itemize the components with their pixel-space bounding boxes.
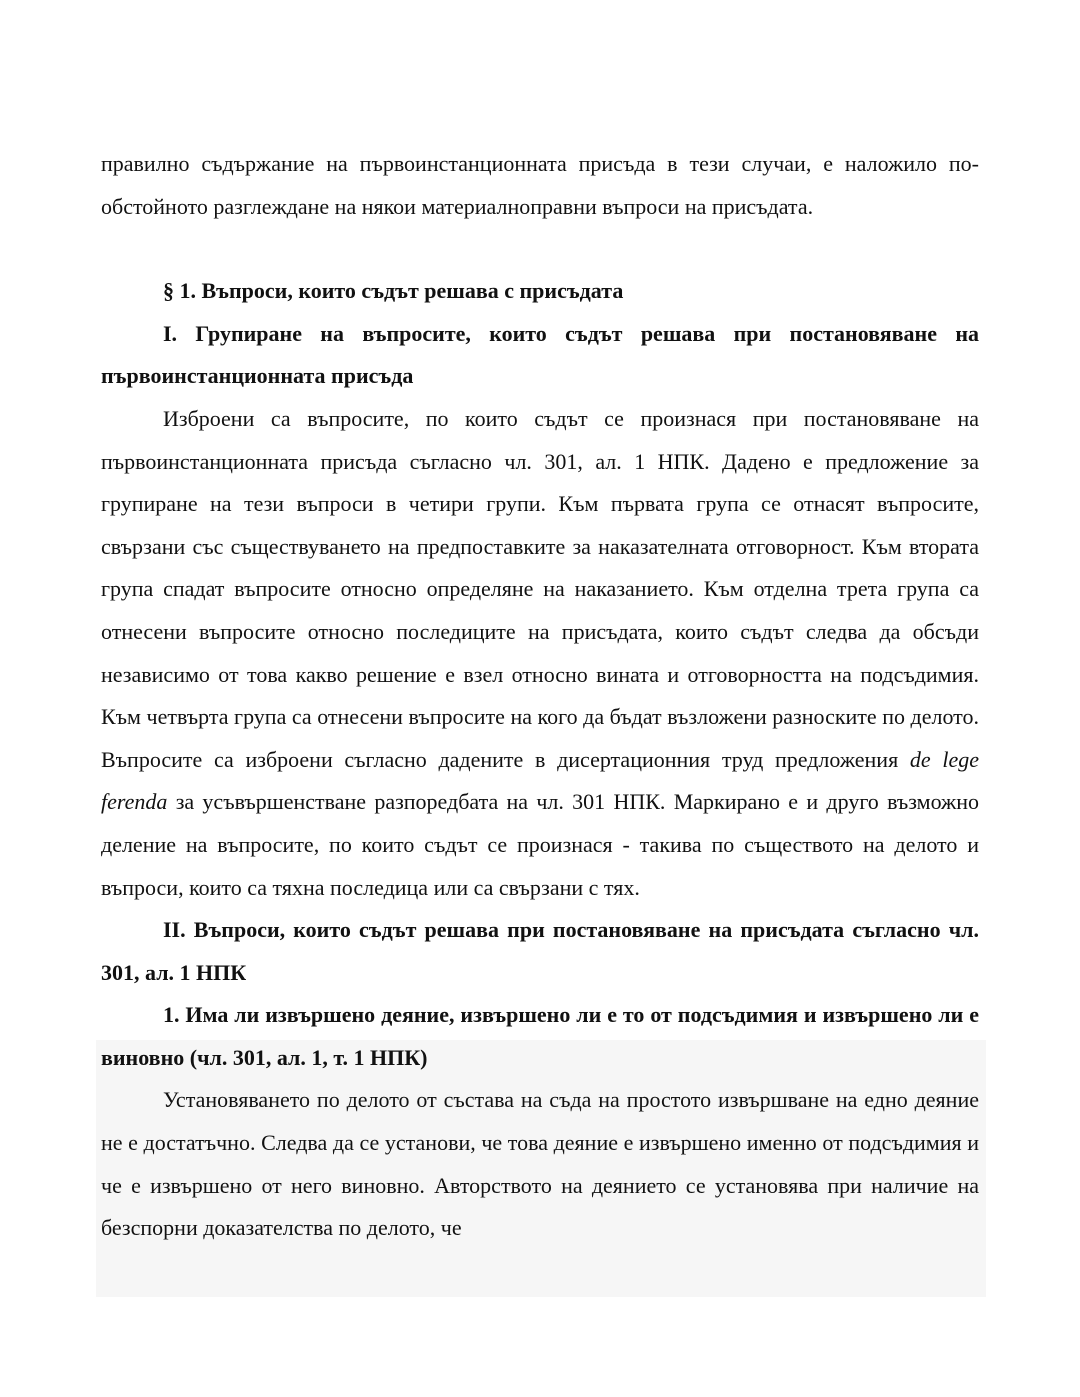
- body-paragraph-2: Установяването по делото от състава на съда на простото извършване на едно деяние не е достатъчно. Следва да се установи, че това деяние е извършено именно от подсъдимия и че е извършено от него виновно. Авторството на деянието се установява при наличие на безспорни доказателства по делото, че: [101, 1087, 979, 1241]
- paragraph-text-end: за усъвършенстване разпоредбата на чл. 301 НПК. Маркирано е и друго възможно деление на въпросите, по които съдът се произнася - такива по съществото на делото и въпроси, които са тяхна последица или са свързани с тях.: [101, 789, 980, 900]
- document-page: [101, 143, 979, 1250]
- subsection-heading-2: II. Въпроси, които съдът решава при постановяване на присъдата съгласно чл. 301, ал. 1 НПК: [101, 917, 979, 985]
- subsection-heading-1: I. Групиране на въпросите, които съдът решава при постановяване на първоинстанционната присъда: [101, 320, 979, 389]
- item-heading-1: 1. Има ли извършено деяние, извършено ли е то от подсъдимия и извършено ли е виновно (чл. 301, ал. 1, т. 1 НПК): [101, 1002, 979, 1070]
- paragraph-text-start: Изброени са въпросите, по които съдът се произнася при постановяване на първоинстанционната присъда съгласно чл. 301, ал. 1 НПК. Дадено е предложение за групиране на тези въпроси в четири групи. Към първата група се отнасят въпросите, свързани със съществуването на предпоставките за наказателната отговорност. Към втората група спадат въпросите относно определяне на наказанието. Към отделна трета група са отнесени въпросите относно последиците на присъдата, които съдът следва да обсъди независимо от това какво решение е взел относно вината и отговорността на подсъдимия. Към четвърта група са отнесени въпросите на кого да бъдат възложени разноските по делото. Въпросите са изброени съгласно дадените в дисертационния труд предложения: [101, 405, 979, 772]
- body-paragraph-1: [101, 398, 979, 909]
- section-heading: § 1. Въпроси, които съдът решава с присъдата: [163, 278, 624, 304]
- latin-phrase: de lege ferenda: [101, 746, 980, 815]
- continuation-paragraph: правилно съдържание на първоинстанционната присъда в тези случаи, е наложило по-обстойното разглеждане на някои материалноправни въпроси на присъдата.: [101, 151, 979, 219]
